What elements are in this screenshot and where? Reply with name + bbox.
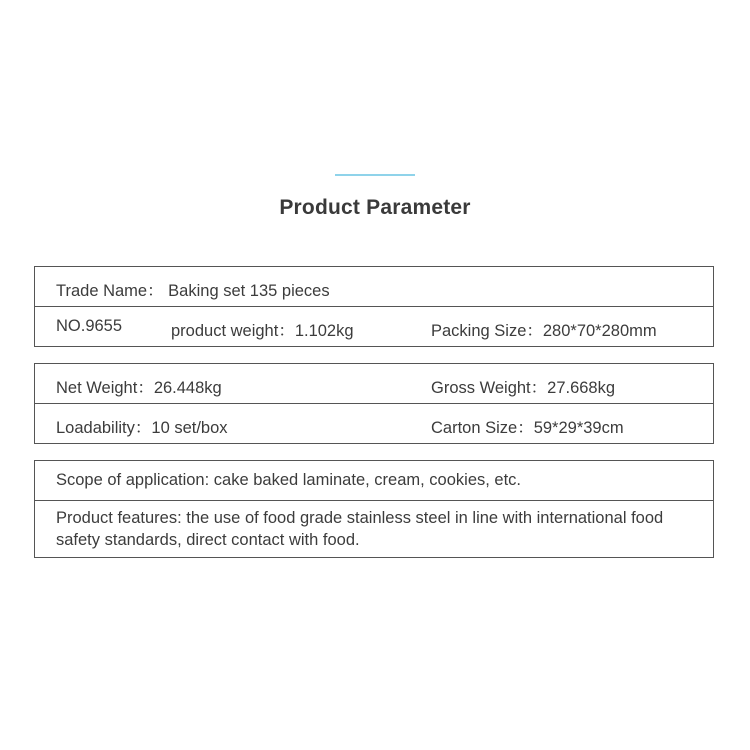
description-table xyxy=(34,460,714,558)
table-row xyxy=(35,461,713,500)
page-title: Product Parameter xyxy=(279,196,471,219)
title-accent-line xyxy=(335,174,415,176)
table-row xyxy=(35,306,713,345)
shipping-info-table xyxy=(34,363,714,444)
carton-size-cell: Carton Size：59*29*39cm xyxy=(431,419,624,437)
net-weight-cell: Net Weight：26.448kg xyxy=(56,379,222,397)
product-features-cell: Product features: the use of food grade stainless steel in line with international food safety standards, direct contact with food. xyxy=(56,509,664,549)
model-number-cell: NO.9655 xyxy=(56,317,123,335)
table-row xyxy=(35,500,713,556)
basic-info-table xyxy=(34,266,714,347)
table-row xyxy=(35,364,713,403)
loadability-cell: Loadability：10 set/box xyxy=(56,419,228,437)
table-row xyxy=(35,403,713,442)
scope-of-application-cell: Scope of application: cake baked laminate, cream, cookies, etc. xyxy=(56,471,522,489)
gross-weight-cell: Gross Weight：27.668kg xyxy=(431,379,616,397)
trade-name-cell: Trade Name： Baking set 135 pieces xyxy=(56,282,330,300)
table-row xyxy=(35,267,713,306)
packing-size-cell: Packing Size：280*70*280mm xyxy=(431,322,657,340)
product-weight-cell: product weight：1.102kg xyxy=(171,322,354,340)
